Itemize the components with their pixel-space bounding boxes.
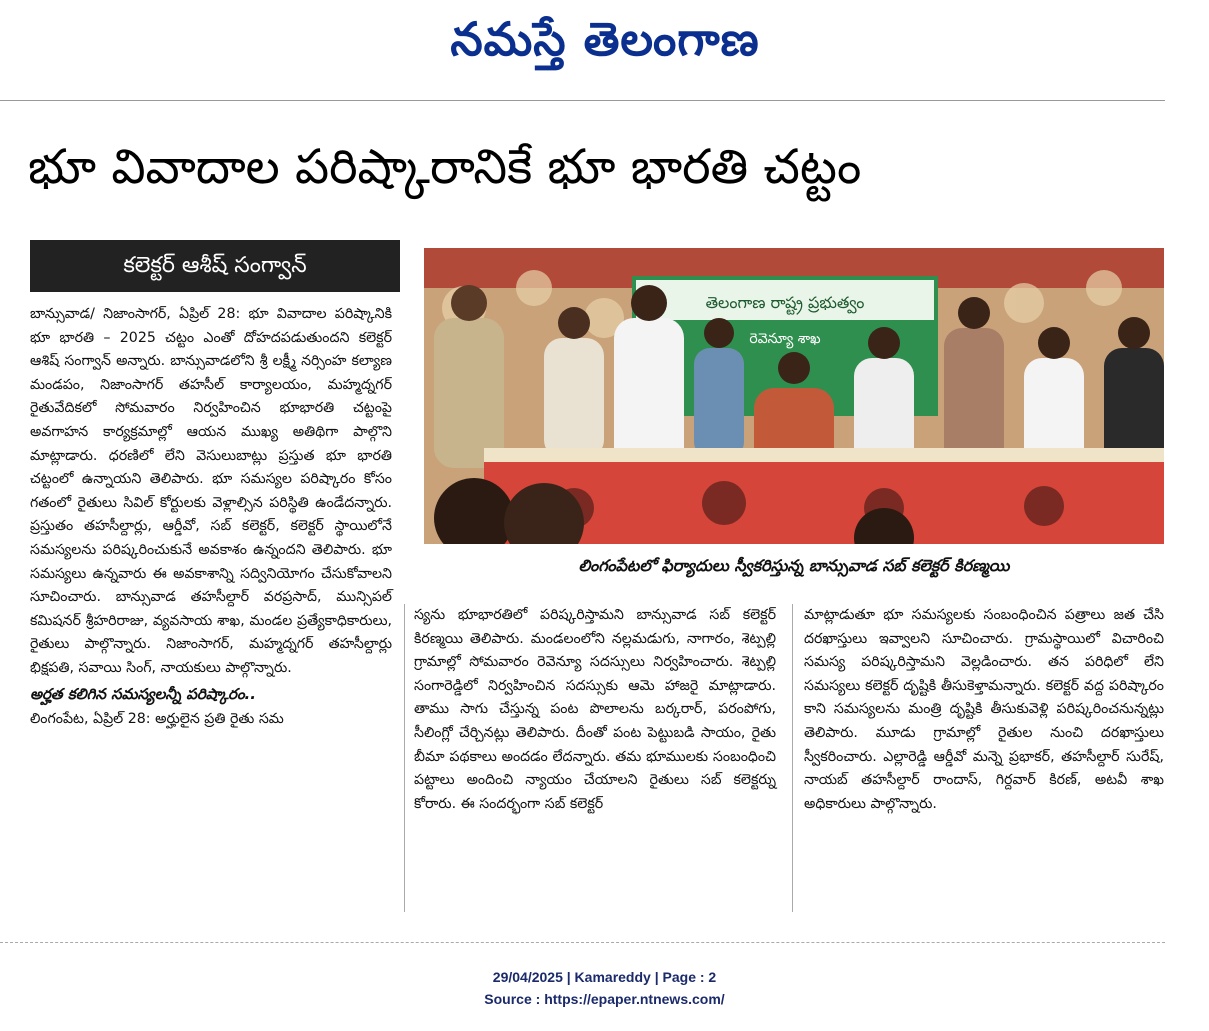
article-column-3 [804, 604, 1164, 914]
article-column-1 [30, 303, 392, 908]
footer-source-line: Source : https://epaper.ntnews.com/ [484, 991, 725, 1007]
footer-date-line: 29/04/2025 | Kamareddy | Page : 2 [492, 969, 717, 985]
byline-bar: కలెక్టర్ ఆశీష్ సంగ్వాన్ [30, 240, 400, 292]
column-3-text: మాట్లాడుతూ భూ సమస్యలకు సంబంధించిన పత్రాలు జత చేసి దరఖాస్తులు ఇవ్వాలని సూచించారు. గ్రామస్థాయిలో విచారించి సమస్య పరిష్కరిస్తామని వెల్లడించారు. తన పరిధిలో లేని సమస్యలు కలెక్టర్ దృష్టికి తీసుకెళ్తామన్నారు. కలెక్టర్ వద్ద పరిష్కారం కాని సమస్యలను మంత్రి దృష్టికి తీసుకువెళ్లి పరిష్కరించనున్నట్లు తెలిపారు. మూడు గ్రామాల్లో రైతుల నుంచి దరఖాస్తులు స్వీకరించారు. ఎల్లారెడ్డి ఆర్డీవో మన్నె ప్రభాకర్, తహసీల్దార్ సురేష్, నాయబ్ తహసీల్దార్ రాందాస్, గిర్దవార్ కిరణ్, అటవీ శాఖ అధికారులు పాల్గొన్నారు. [804, 607, 1164, 812]
photo-caption: లింగంపేటలో ఫిర్యాదులు స్వీకరిస్తున్న బాన్సువాడ సబ్ కలెక్టర్ కిరణ్మయి [578, 556, 1010, 575]
column-divider-2 [792, 604, 793, 912]
masthead-divider [0, 100, 1165, 101]
column-1-tail: లింగంపేట, ఏప్రిల్ 28: అర్హులైన ప్రతి రైతు సమ [30, 711, 284, 728]
banner-text: తెలంగాణ రాష్ట్ర ప్రభుత్వం [705, 293, 865, 312]
photo-illustration [424, 248, 1164, 544]
page-footer [0, 966, 1209, 1010]
bottom-divider [0, 942, 1165, 943]
article-photo [424, 248, 1164, 544]
column-1-text: బాన్సువాడ/ నిజాంసాగర్, ఏప్రిల్ 28: భూ వివాదాల పరిష్కానికి భూ భారతి – 2025 చట్టం ఎంతో దోహదపడుతుందని కలెక్టర్ ఆశిష్ సంగ్వాన్ అన్నారు. బాన్సువాడలోని శ్రీ లక్ష్మీ నర్సింహ కల్యాణ మండపం, నిజాంసాగర్ తహసీల్ కార్యాలయం, మహ్మద్నగర్ రైతువేదికలో సోమవారం నిర్వహించిన భూభారతి చట్టంపై అవగాహన కార్యక్రమాల్లో ఆయన ముఖ్య అతిథిగా పాల్గొని మాట్లాడారు. ధరణిలో లేని వెసులుబాట్లు ప్రస్తుత భూ భారతి చట్టంలో ఉన్నాయని తెలిపారు. భూ సమస్యల పరిష్కారం కోసం గతంలో రైతులు సివిల్ కోర్టులకు వెళ్లాల్సిన పరిస్థితి ఉండేదన్నారు. ప్రస్తుతం తహసీల్దార్లు, ఆర్డీవో, సబ్ కలెక్టర్, కలెక్టర్ స్థాయిలోనే సమస్యలను పరిష్కరించుకునే అవకాశం ఉన్నందని తెలిపారు. భూ సమస్యలు ఉన్నవారు ఈ అవకాశాన్ని సద్వినియోగం చేసుకోవాలని సూచించారు. బాన్సువాడ తహసీల్దార్ వరప్రసాద్, మున్సిపల్ కమిషనర్ శ్రీహరిరాజు, వ్యవసాయ శాఖ, మండల ప్రత్యేకాధికారులు, రైతులు పాల్గొన్నారు. నిజాంసాగర్, మహ్మద్నగర్ తహసీల్దార్లు భిక్షపతి, సవాయి సింగ్, నాయకులు పాల్గొన్నారు. [30, 306, 392, 676]
masthead [0, 0, 1209, 100]
masthead-logo: నమస్తే తెలంగాణ [450, 12, 760, 66]
column-2-text: స్యను భూభారతిలో పరిష్కరిస్తామని బాన్సువాడ సబ్ కలెక్టర్ కిరణ్మయి తెలిపారు. మండలంలోని నల్లమడుగు, నాగారం, శెట్పల్లి గ్రామాల్లో సోమవారం రెవెన్యూ సదస్సులు నిర్వహించారు. శెట్పల్లి సంగారెడ్డిలో నిర్వహించిన సదస్సుకు ఆమె హాజరై మాట్లాడారు. తాము సాగు చేస్తున్న పంట పొలాలను బర్కరార్, పరంపోగు, సీలింగ్లో చేర్చినట్లు తెలిపారు. దీంతో పంట పెట్టుబడి సాయం, రైతు బీమా పథకాలు అందడం లేదన్నారు. తమ భూములకు సంబంధించి పట్టాలు అందించి న్యాయం చేయాలని రైతులు సబ్ కలెక్టర్ను కోరారు. ఈ సందర్భంగా సబ్ కలెక్టర్ [414, 607, 776, 812]
banner-text-2: రెవెన్యూ శాఖ [749, 331, 821, 347]
article-column-2 [414, 604, 776, 914]
column-divider-1 [404, 604, 405, 912]
article-headline: భూ వివాదాల పరిష్కారానికే భూ భారతి చట్టం [28, 139, 862, 195]
article-subhead: అర్హత కలిగిన సమస్యలన్నీ పరిష్కారం.. [30, 684, 256, 703]
